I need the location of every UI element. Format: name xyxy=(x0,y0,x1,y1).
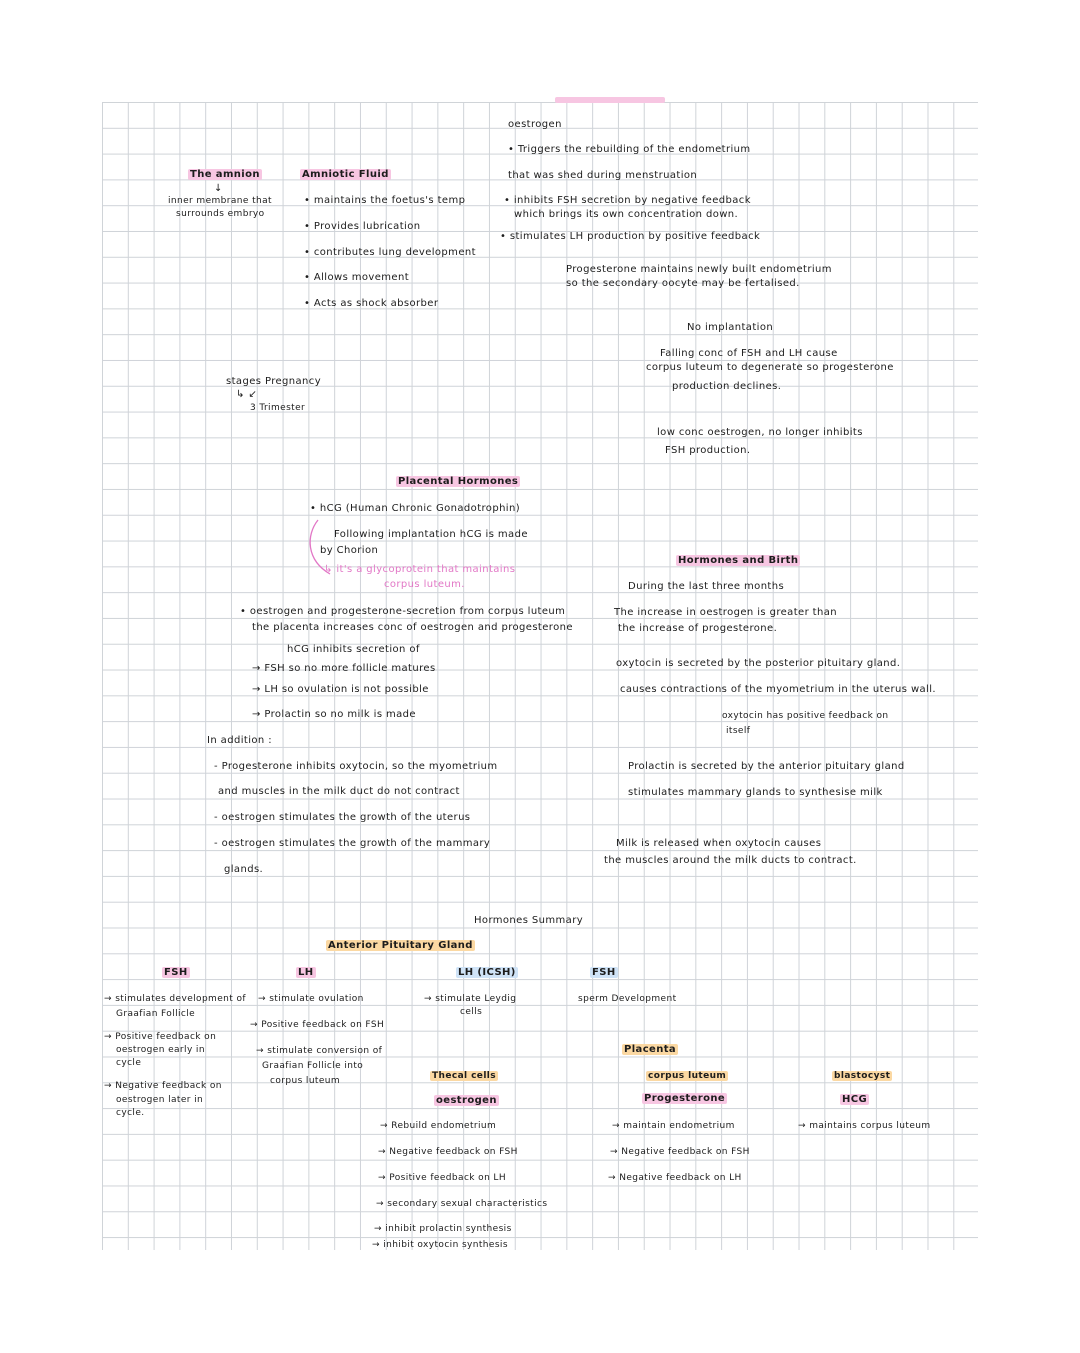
hcg-inhibits-item: → Prolactin so no milk is made xyxy=(252,709,416,720)
lh-item: → stimulate ovulation xyxy=(258,994,364,1004)
thecal-item: → inhibit prolactin synthesis xyxy=(374,1224,512,1234)
placental-hormones-title: Placental Hormones xyxy=(398,476,519,487)
birth-increase: the increase of progesterone. xyxy=(618,623,778,634)
lh-item: → Positive feedback on FSH xyxy=(250,1020,385,1030)
no-implantation-line: Falling conc of FSH and LH cause xyxy=(660,348,838,359)
addition-item: glands. xyxy=(224,864,264,875)
oestrogen-item: which brings its own concentration down. xyxy=(514,209,739,220)
birth-oxytocin: oxytocin is secreted by the posterior pituitary gland. xyxy=(616,658,901,669)
amniotic-fluid-item: • Allows movement xyxy=(304,272,410,283)
oest-prog-line: the placenta increases conc of oestrogen and progesterone xyxy=(252,622,573,633)
thecal-cells-label: Thecal cells xyxy=(432,1071,497,1081)
hcg-line: by Chorion xyxy=(320,545,379,556)
fsh-male-label: FSH xyxy=(592,967,616,978)
progesterone-line: so the secondary oocyte may be fertalised. xyxy=(566,278,800,289)
low-oestrogen-line: FSH production. xyxy=(665,445,751,456)
corpus-hormone: Progesterone xyxy=(644,1093,726,1104)
hcg-glycoprotein-note: corpus luteum. xyxy=(384,579,465,590)
fsh-item: Graafian Follicle xyxy=(116,1009,196,1019)
birth-feedback: oxytocin has positive feedback on xyxy=(722,711,889,721)
amnion-arrow: ↓ xyxy=(214,183,223,194)
amniotic-fluid-title: Amniotic Fluid xyxy=(302,169,389,180)
oestrogen-item: • inhibits FSH secretion by negative feedback xyxy=(504,195,751,206)
lh-item: → stimulate conversion of xyxy=(256,1046,383,1056)
corpus-item: → Negative feedback on LH xyxy=(608,1173,742,1183)
amnion-desc-2: surrounds embryo xyxy=(176,209,265,219)
hcg-inhibits-item: → LH so ovulation is not possible xyxy=(252,684,429,695)
birth-prolactin: Prolactin is secreted by the anterior pituitary gland xyxy=(628,761,905,772)
birth-increase: The increase in oestrogen is greater than xyxy=(614,607,838,618)
oestrogen-item: that was shed during menstruation xyxy=(508,170,698,181)
addition-item: - oestrogen stimulates the growth of the uterus xyxy=(214,812,471,823)
hcg-glycoprotein-note: ↳ it's a glycoprotein that maintains xyxy=(324,564,516,575)
amnion-desc-1: inner membrane that xyxy=(168,196,272,206)
no-implantation-line: production declines. xyxy=(672,381,782,392)
progesterone-line: Progesterone maintains newly built endometrium xyxy=(566,264,832,275)
amniotic-fluid-item: • Acts as shock absorber xyxy=(304,298,439,309)
birth-feedback: itself xyxy=(726,726,751,736)
birth-prolactin: stimulates mammary glands to synthesise milk xyxy=(628,787,883,798)
fsh-item: oestrogen later in xyxy=(116,1095,204,1105)
stages-sub: 3 Trimester xyxy=(250,403,306,413)
anterior-pituitary-label: Anterior Pituitary Gland xyxy=(328,940,473,951)
blastocyst-item: → maintains corpus luteum xyxy=(798,1121,931,1131)
no-implantation-line: corpus luteum to degenerate so progesterone xyxy=(646,362,894,373)
birth-oxytocin: causes contractions of the myometrium in the uterus wall. xyxy=(620,684,936,695)
thecal-item: → Positive feedback on LH xyxy=(378,1173,507,1183)
birth-intro: During the last three months xyxy=(628,581,785,592)
lh-item: Graafian Follicle into xyxy=(262,1061,364,1071)
fsh-male-item: sperm Development xyxy=(578,994,677,1004)
fsh-item: cycle. xyxy=(116,1108,145,1118)
fsh-item: cycle xyxy=(116,1058,142,1068)
blastocyst-label: blastocyst xyxy=(834,1071,891,1081)
corpus-item: → Negative feedback on FSH xyxy=(610,1147,750,1157)
fsh-item: → Negative feedback on xyxy=(104,1081,222,1091)
thecal-hormone: oestrogen xyxy=(436,1095,497,1106)
oestrogen-title: oestrogen xyxy=(508,119,562,130)
stages-arrows: ↳ ↙ xyxy=(236,389,258,400)
lh-label: LH xyxy=(298,967,314,978)
fsh-item: oestrogen early in xyxy=(116,1045,205,1055)
stages-title: stages Pregnancy xyxy=(226,376,322,387)
addition-item: - oestrogen stimulates the growth of the mammary xyxy=(214,838,491,849)
hcg-line: Following implantation hCG is made xyxy=(334,529,528,540)
oestrogen-item: • stimulates LH production by positive feedback xyxy=(500,231,761,242)
corpus-item: → maintain endometrium xyxy=(612,1121,735,1131)
thecal-item: → inhibit oxytocin synthesis xyxy=(372,1240,508,1250)
amniotic-fluid-item: • maintains the foetus's temp xyxy=(304,195,466,206)
birth-milk: the muscles around the milk ducts to contract. xyxy=(604,855,857,866)
oest-prog-line: • oestrogen and progesterone-secretion from corpus luteum xyxy=(240,606,566,617)
thecal-item: → Rebuild endometrium xyxy=(380,1121,497,1131)
fsh-label: FSH xyxy=(164,967,188,978)
low-oestrogen-line: low conc oestrogen, no longer inhibits xyxy=(657,427,863,438)
addition-item: and muscles in the milk duct do not contract xyxy=(218,786,460,797)
hcg-heading: • hCG (Human Chronic Gonadotrophin) xyxy=(310,503,521,514)
amniotic-fluid-item: • Provides lubrication xyxy=(304,221,421,232)
placenta-label: Placenta xyxy=(624,1044,677,1055)
hcg-inhibits-title: hCG inhibits secretion of xyxy=(287,644,420,655)
hcg-inhibits-item: → FSH so no more follicle matures xyxy=(252,663,436,674)
blastocyst-hormone: HCG xyxy=(842,1094,868,1105)
fsh-item: → Positive feedback on xyxy=(104,1032,217,1042)
summary-title: Hormones Summary xyxy=(474,915,584,926)
lh-icsh-item: → stimulate Leydig xyxy=(424,994,517,1004)
lh-icsh-label: LH (ICSH) xyxy=(458,967,516,978)
lh-item: corpus luteum xyxy=(270,1076,341,1086)
lh-icsh-item: cells xyxy=(460,1007,483,1017)
in-addition-title: In addition : xyxy=(207,735,272,746)
no-implantation-title: No implantation xyxy=(687,322,774,333)
oestrogen-item: • Triggers the rebuilding of the endometrium xyxy=(508,144,751,155)
birth-milk: Milk is released when oxytocin causes xyxy=(616,838,822,849)
thecal-item: → Negative feedback on FSH xyxy=(378,1147,518,1157)
fsh-item: → stimulates development of xyxy=(104,994,246,1004)
hormones-birth-title: Hormones and Birth xyxy=(678,555,799,566)
amnion-title: The amnion xyxy=(190,169,260,180)
corpus-luteum-label: corpus luteum xyxy=(648,1071,727,1081)
addition-item: - Progesterone inhibits oxytocin, so the myometrium xyxy=(214,761,498,772)
amniotic-fluid-item: • contributes lung development xyxy=(304,247,476,258)
thecal-item: → secondary sexual characteristics xyxy=(376,1199,548,1209)
